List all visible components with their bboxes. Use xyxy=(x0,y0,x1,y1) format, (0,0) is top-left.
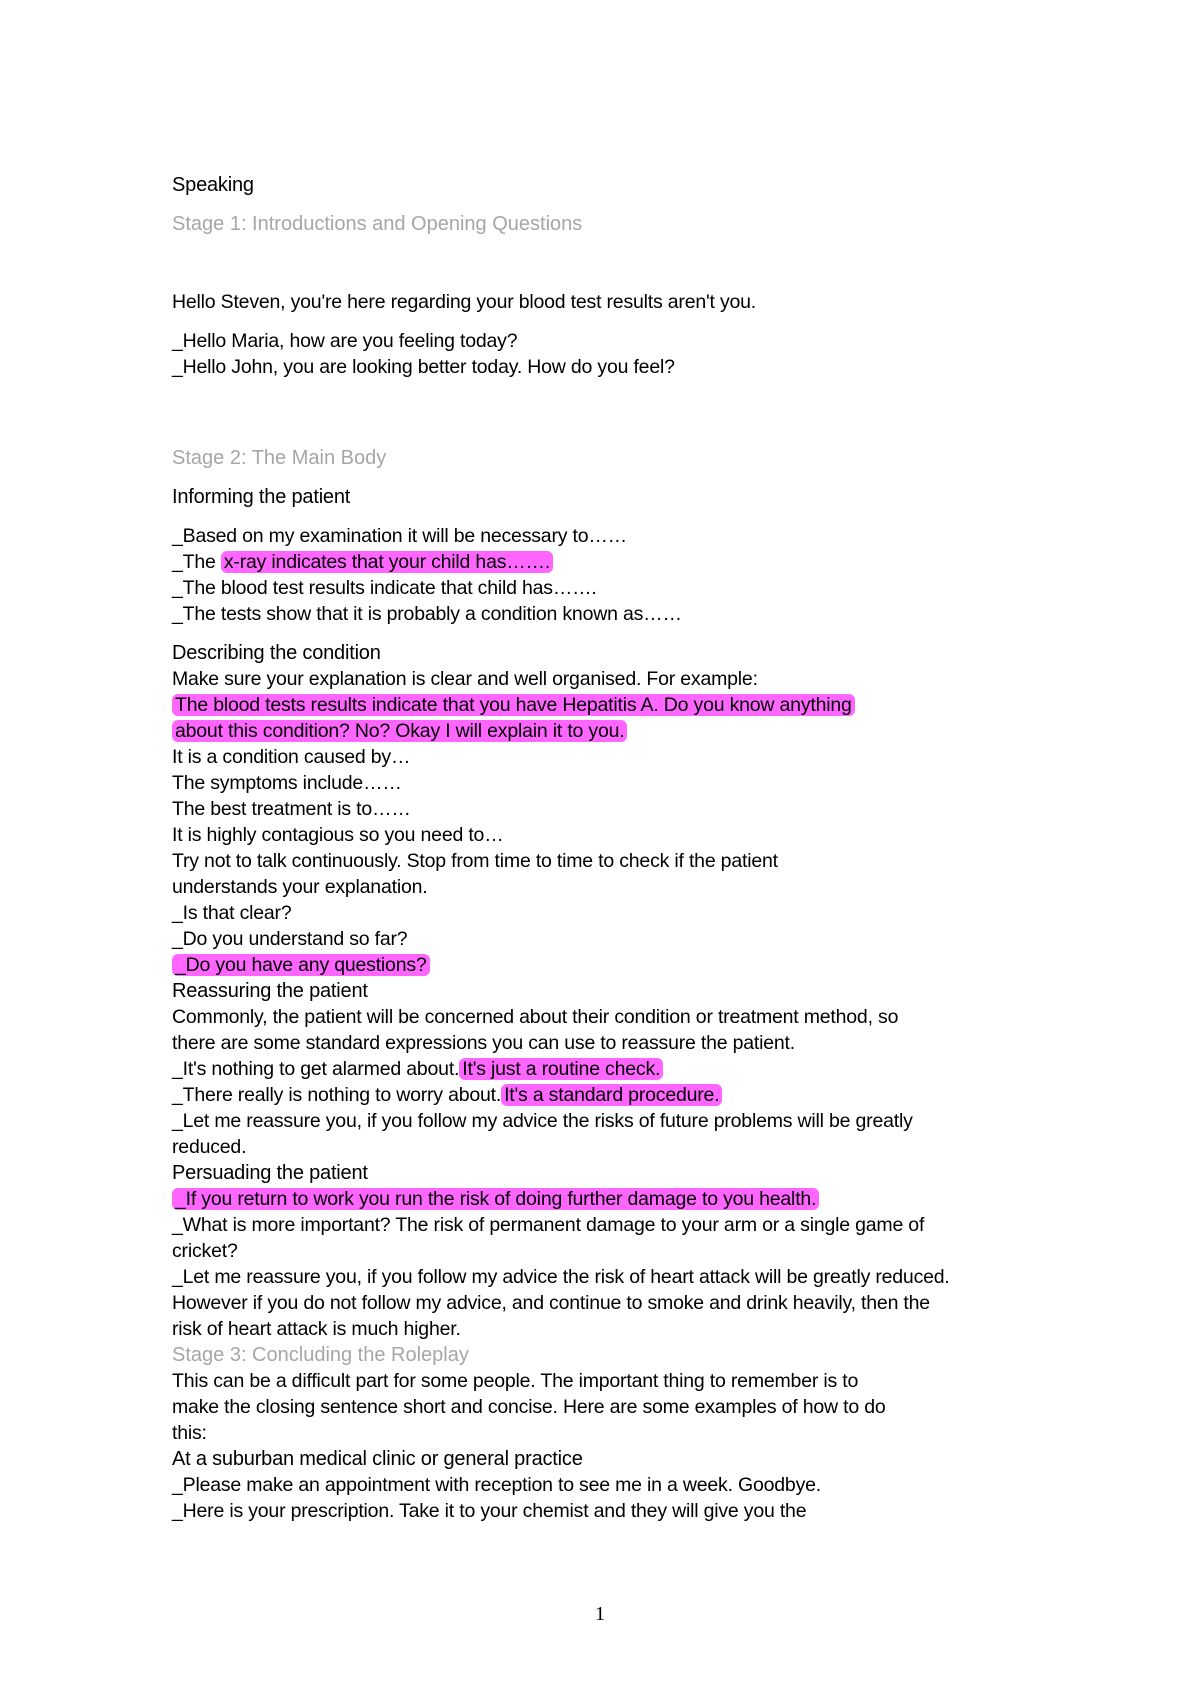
stage3-line-3: this: xyxy=(172,1422,207,1444)
reassuring-title: Reassuring the patient xyxy=(172,980,368,1002)
informing-line-2 xyxy=(172,549,1042,575)
stage1-heading: Stage 1: Introductions and Opening Questions xyxy=(172,213,583,235)
informing-line-2-text: _The xyxy=(172,551,221,573)
describing-line-5: Try not to talk continuously. Stop from time to time to check if the patient xyxy=(172,850,778,872)
stage1-line-2: _Hello John, you are looking better today. How do you feel? xyxy=(172,356,675,378)
stage3-line-1: This can be a difficult part for some people. The important thing to remember is to xyxy=(172,1370,859,1392)
highlight: It's a standard procedure. xyxy=(501,1084,722,1106)
informing-line-3: _The blood test results indicate that child has……. xyxy=(172,577,597,599)
describing-line-4: It is highly contagious so you need to… xyxy=(172,824,504,846)
describing-line-2: The symptoms include…… xyxy=(172,772,402,794)
highlight: about this condition? No? Okay I will explain it to you. xyxy=(172,720,627,742)
persuading-line-3: cricket? xyxy=(172,1240,238,1262)
persuading-line-2: _What is more important? The risk of permanent damage to your arm or a single game of xyxy=(172,1214,925,1236)
informing-line-1: _Based on my examination it will be necessary to…… xyxy=(172,525,627,547)
stage3-line-6: _Here is your prescription. Take it to your chemist and they will give you the xyxy=(172,1500,807,1522)
informing-title: Informing the patient xyxy=(172,486,351,508)
stage3-subheading: At a suburban medical clinic or general practice xyxy=(172,1448,583,1470)
describing-title: Describing the condition xyxy=(172,642,381,664)
highlight: The blood tests results indicate that you have Hepatitis A. Do you know anything xyxy=(172,694,855,716)
highlight: It's just a routine check. xyxy=(459,1058,663,1080)
describing-highlight-2 xyxy=(172,718,1042,744)
persuading-line-4: _Let me reassure you, if you follow my advice the risk of heart attack will be greatly reduced. xyxy=(172,1266,950,1288)
highlight: _If you return to work you run the risk of doing further damage to you health. xyxy=(172,1188,819,1210)
stage2-heading: Stage 2: The Main Body xyxy=(172,447,387,469)
persuading-title: Persuading the patient xyxy=(172,1162,368,1184)
persuading-line-1 xyxy=(172,1186,1042,1212)
highlight: x-ray indicates that your child has……. xyxy=(221,551,553,573)
page-number: 1 xyxy=(595,1603,605,1625)
persuading-line-6: risk of heart attack is much higher. xyxy=(172,1318,461,1340)
reassuring-line-6: reduced. xyxy=(172,1136,247,1158)
reassuring-line-3-text: _It's nothing to get alarmed about. xyxy=(172,1058,460,1080)
persuading-line-5: However if you do not follow my advice, and continue to smoke and drink heavily, then the xyxy=(172,1292,930,1314)
informing-line-4: _The tests show that it is probably a condition known as…… xyxy=(172,603,682,625)
describing-line-9 xyxy=(172,952,1042,978)
stage1-intro: Hello Steven, you're here regarding your blood test results aren't you. xyxy=(172,291,756,313)
describing-line-3: The best treatment is to…… xyxy=(172,798,411,820)
reassuring-line-1: Commonly, the patient will be concerned about their condition or treatment method, so xyxy=(172,1006,899,1028)
stage3-heading: Stage 3: Concluding the Roleplay xyxy=(172,1344,469,1366)
describing-highlight-1 xyxy=(172,692,1042,718)
describing-line-1: It is a condition caused by… xyxy=(172,746,411,768)
stage3-line-2: make the closing sentence short and concise. Here are some examples of how to do xyxy=(172,1396,886,1418)
document-content xyxy=(172,172,1042,1524)
stage3-line-5: _Please make an appointment with reception to see me in a week. Goodbye. xyxy=(172,1474,821,1496)
reassuring-line-4 xyxy=(172,1082,1042,1108)
describing-line-6: understands your explanation. xyxy=(172,876,428,898)
highlight: _Do you have any questions? xyxy=(172,954,430,976)
describing-line-7: _Is that clear? xyxy=(172,902,292,924)
describing-line-8: _Do you understand so far? xyxy=(172,928,408,950)
stage1-line-1: _Hello Maria, how are you feeling today? xyxy=(172,330,518,352)
reassuring-line-4-text: _There really is nothing to worry about. xyxy=(172,1084,502,1106)
page-title: Speaking xyxy=(172,174,254,196)
reassuring-line-2: there are some standard expressions you can use to reassure the patient. xyxy=(172,1032,795,1054)
reassuring-line-3 xyxy=(172,1056,1042,1082)
describing-intro: Make sure your explanation is clear and well organised. For example: xyxy=(172,668,758,690)
reassuring-line-5: _Let me reassure you, if you follow my advice the risks of future problems will be greatly xyxy=(172,1110,913,1132)
